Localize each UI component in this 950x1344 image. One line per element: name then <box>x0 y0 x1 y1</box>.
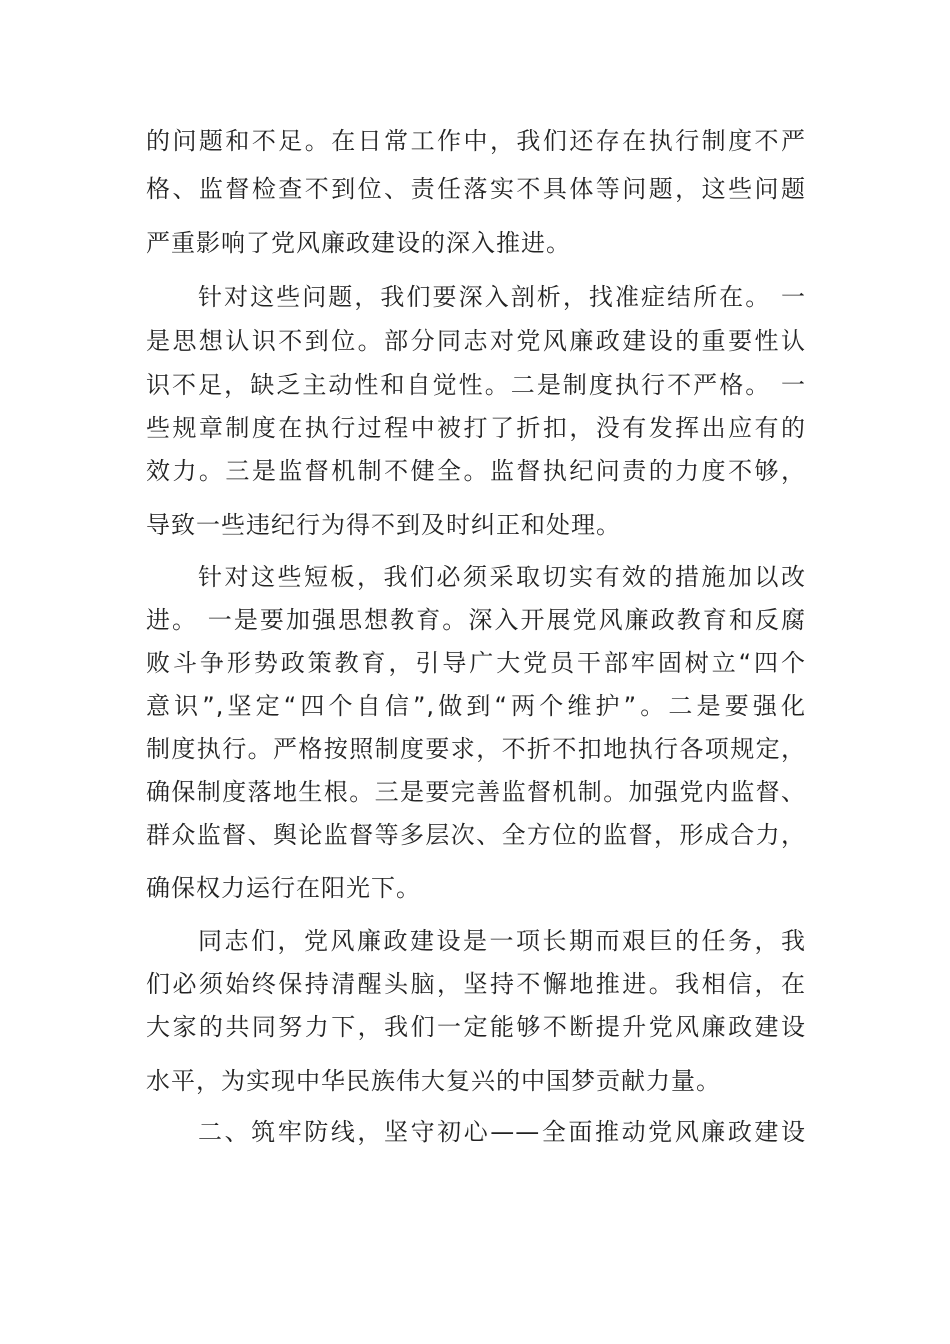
paragraph-first-line: 同志们，党风廉政建设是一项长期而艰巨的任务，我 <box>198 927 806 955</box>
text-line: 确保制度落地生根。三是要完善监督机制。加强党内监督、 <box>146 778 806 806</box>
paragraph-first-line: 针对这些问题，我们要深入剖析，找准症结所在。 一 <box>198 283 806 311</box>
paragraph-first-line: 针对这些短板，我们必须采取切实有效的措施加以改 <box>198 563 806 591</box>
text-line: 大家的共同努力下，我们一定能够不断提升党风廉政建设 <box>146 1013 806 1041</box>
text-line: 识不足，缺乏主动性和自觉性。二是制度执行不严格。 一 <box>146 371 806 399</box>
text-line: 水平，为实现中华民族伟大复兴的中国梦贡献力量。 <box>146 1067 721 1095</box>
text-line: 严重影响了党风廉政建设的深入推进。 <box>146 229 571 257</box>
text-line: 确保权力运行在阳光下。 <box>146 874 421 902</box>
text-line: 意识”,坚定“四个自信”,做到“两个维护”。二是要强化 <box>146 692 806 720</box>
text-line: 们必须始终保持清醒头脑，坚持不懈地推进。我相信，在 <box>146 970 806 998</box>
text-line: 败斗争形势政策教育，引导广大党员干部牢固树立“四个 <box>146 649 806 677</box>
section-heading: 二、筑牢防线，坚守初心——全面推动党风廉政建设 <box>198 1118 806 1146</box>
text-line: 格、监督检查不到位、责任落实不具体等问题，这些问题 <box>146 175 806 203</box>
text-line: 效力。三是监督机制不健全。监督执纪问责的力度不够， <box>146 457 806 485</box>
text-line: 导致一些违纪行为得不到及时纠正和处理。 <box>146 511 621 539</box>
text-line: 是思想认识不到位。部分同志对党风廉政建设的重要性认 <box>146 327 806 355</box>
text-line: 的问题和不足。在日常工作中，我们还存在执行制度不严 <box>146 127 806 155</box>
text-line: 进。 一是要加强思想教育。深入开展党风廉政教育和反腐 <box>146 606 806 634</box>
text-line: 群众监督、舆论监督等多层次、全方位的监督，形成合力， <box>146 821 806 849</box>
text-line: 制度执行。严格按照制度要求，不折不扣地执行各项规定， <box>146 735 806 763</box>
text-line: 些规章制度在执行过程中被打了折扣，没有发挥出应有的 <box>146 414 806 442</box>
